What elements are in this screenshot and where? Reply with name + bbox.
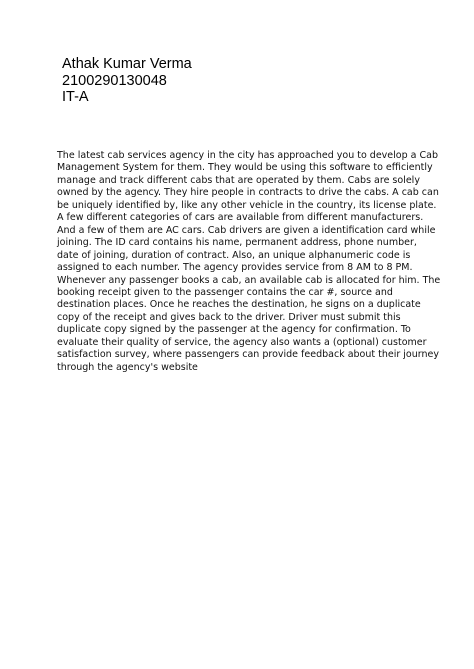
roll-number: 2100290130048 [62,72,167,89]
text-line: evaluate their quality of service, the agency also wants a (optional) customer [57,336,427,348]
text-line: joining. The ID card contains his name, permanent address, phone number, [57,237,417,249]
text-line: And a few of them are AC cars. Cab drivers are given a identification card while [57,224,436,236]
text-line: Whenever any passenger books a cab, an available cab is allocated for him. The [57,274,441,286]
text-line: satisfaction survey, where passengers can provide feedback about their journey [57,349,439,361]
text-line: duplicate copy signed by the passenger at the agency for confirmation. To [57,324,411,336]
text-line: owned by the agency. They hire people in contracts to drive the cabs. A cab can [57,187,439,199]
text-line: manage and track different cabs that are operated by them. Cabs are solely [57,174,420,186]
text-line: booking receipt given to the passenger contains the car #, source and [57,286,393,298]
author-name: Athak Kumar Verma [62,56,192,72]
section-label: IT-A [62,89,89,105]
text-line: destination places. Once he reaches the destination, he signs on a duplicate [57,299,421,311]
text-line: date of joining, duration of contract. Also, an unique alphanumeric code is [57,249,411,261]
text-line: assigned to each number. The agency provides service from 8 AM to 8 PM. [57,262,413,274]
text-line: A few different categories of cars are available from different manufacturers. [57,212,424,224]
text-line: be uniquely identified by, like any other vehicle in the country, its license plate. [57,199,437,211]
text-line: Management System for them. They would be using this software to efficiently [57,162,433,174]
problem-statement [57,150,441,374]
text-line: The latest cab services agency in the city has approached you to develop a Cab [57,150,438,161]
author-header [62,56,192,106]
text-line: copy of the receipt and gives back to the driver. Driver must submit this [57,311,401,323]
text-line: through the agency's website [57,361,198,373]
